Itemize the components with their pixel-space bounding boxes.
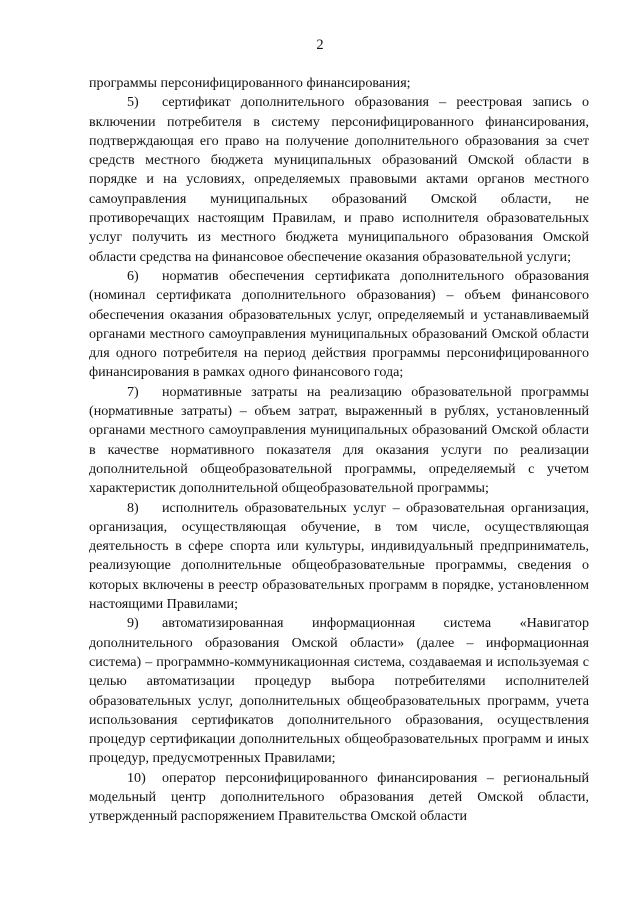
paragraph-text: сертификат дополнительного образования – реестровая запись о включении потребителя в систему персонифицированного финансирования, подтверждающая его право на получение дополнительного образования за счет средств местного бюджета муниципальных образований Омской области в порядке и на условиях, определяемых правовыми актами органов местного самоуправления муниципальных образований Омской области, не противоречащих настоящим Правилам, и право исполнителя образовательных услуг получить из местного бюджета муниципального образования Омской области средства на финансовое обеспечение оказания образовательной услуги; <box>89 94 589 265</box>
item-number: 9) <box>127 615 139 632</box>
paragraph-item-7 <box>89 383 589 499</box>
page-number: 2 <box>316 37 324 53</box>
item-number: 5) <box>127 94 139 111</box>
item-number: 7) <box>127 383 139 400</box>
paragraph-continuation <box>89 74 589 93</box>
paragraph-item-6 <box>89 267 589 383</box>
item-number: 10) <box>127 769 146 786</box>
paragraph-item-10 <box>89 769 589 827</box>
paragraph-item-5 <box>89 93 589 267</box>
paragraph-item-9 <box>89 614 589 768</box>
item-number: 6) <box>127 267 139 284</box>
paragraph-text: программы персонифицированного финансирования; <box>89 75 411 91</box>
paragraph-text: исполнитель образовательных услуг – образовательная организация, организация, осуществляющая обучение, в том числе, осуществляющая деятельность в сфере спорта или культуры, индивидуальный предприниматель, реализующие дополнительные общеобразовательные программы, сведения о которых включены в реестр образовательных программ в порядке, установленном настоящими Правилами; <box>89 499 589 613</box>
paragraph-item-8 <box>89 499 589 615</box>
paragraph-text: нормативные затраты на реализацию образовательной программы (нормативные затраты) – объем затрат, выраженный в рублях, установленный органами местного самоуправления муниципальных образований Омской области в качестве нормативного показателя для оказания услуги по реализации дополнительной общеобразовательной программы, определяемый с учетом характеристик дополнительной общеобразовательной программы; <box>89 383 589 497</box>
document-body <box>89 74 589 827</box>
paragraph-text: оператор персонифицированного финансирования – региональный модельный центр дополнительного образования детей Омской области, утвержденный распоряжением Правительства Омской области <box>89 769 589 825</box>
paragraph-text: норматив обеспечения сертификата дополнительного образования (номинал сертификата дополнительного образования) – объем финансового обеспечения оказания образовательных услуг, определяемый и устанавливаемый органами местного самоуправления муниципальных образований Омской области для одного потребителя на период действия программы персонифицированного финансирования в рамках одного финансового года; <box>89 267 589 381</box>
paragraph-text: автоматизированная информационная система «Навигатор дополнительного образования Омской области» (далее – информационная система) – программно-коммуникационная система, создаваемая и используемая с целью автоматизации процедур выбора потребителями исполнителей образовательных услуг, дополнительных общеобразовательных программ, учета использования сертификатов дополнительного образования, осуществления процедур сертификации дополнительных общеобразовательных программ и иных процедур, предусмотренных Правилами; <box>89 615 589 767</box>
item-number: 8) <box>127 499 139 516</box>
